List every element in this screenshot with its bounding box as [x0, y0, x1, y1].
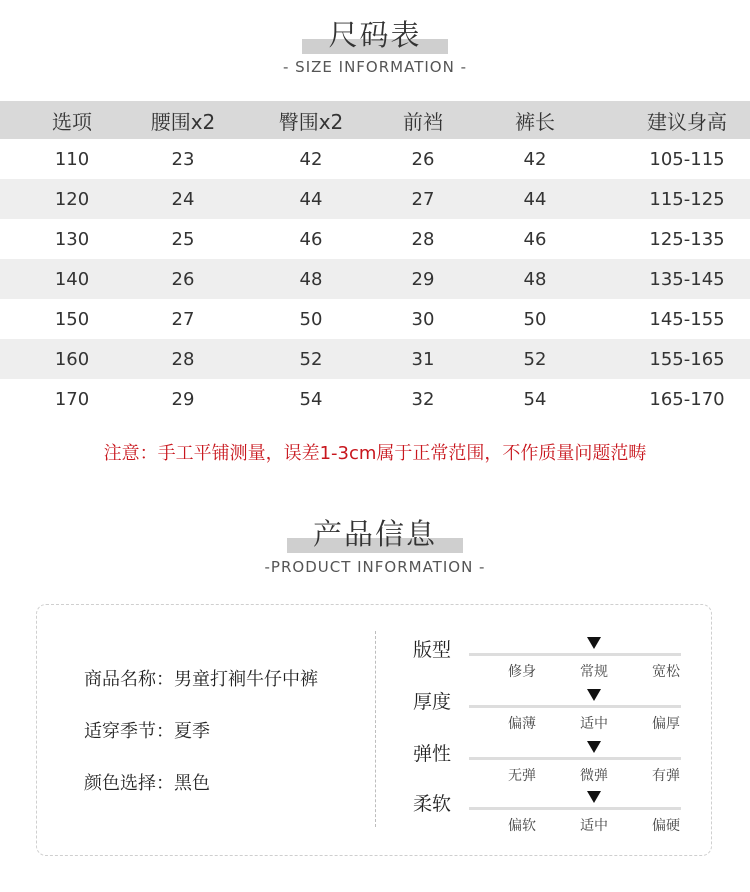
cell-length: 46 — [523, 228, 547, 250]
cell-length: 42 — [523, 148, 547, 170]
attribute-label: 厚度 — [413, 691, 452, 713]
cell-height: 155-165 — [624, 339, 750, 379]
product-info-box — [36, 604, 712, 856]
table-row — [0, 379, 750, 419]
selected-marker-icon — [587, 791, 601, 803]
table-row — [0, 339, 750, 379]
attribute-option: 微弹 — [580, 768, 608, 784]
cell-height: 115-125 — [624, 179, 750, 219]
header-front-rise: 前裆 — [400, 101, 446, 139]
cell-front-rise: 32 — [411, 388, 435, 410]
attribute-option: 有弹 — [652, 768, 680, 784]
cell-height: 165-170 — [649, 388, 725, 410]
attribute-option: 偏硬 — [652, 818, 680, 834]
cell-waist: 25 — [171, 228, 195, 250]
cell-front-rise: 30 — [411, 308, 435, 330]
cell-waist: 26 — [144, 259, 222, 299]
cell-length: 52 — [446, 339, 624, 379]
size-subtitle: - SIZE INFORMATION - — [283, 58, 467, 76]
cell-length: 50 — [523, 308, 547, 330]
cell-option: 170 — [54, 388, 90, 410]
size-title: 尺码表 — [328, 18, 422, 52]
table-row — [0, 179, 750, 219]
attribute-row — [413, 635, 683, 685]
product-title: 产品信息 — [312, 517, 437, 551]
header-option: 选项 — [0, 101, 144, 139]
attribute-scale-line — [469, 757, 681, 760]
cell-height: 105-115 — [649, 148, 725, 170]
info-season: 适穿季节：夏季 — [84, 721, 210, 742]
attribute-row — [413, 687, 683, 737]
attribute-label: 版型 — [413, 639, 452, 661]
size-title-block — [0, 13, 750, 54]
cell-length: 54 — [523, 388, 547, 410]
size-table-header-row — [0, 101, 750, 139]
cell-hip: 42 — [299, 148, 323, 170]
cell-height: 125-135 — [649, 228, 725, 250]
attribute-label: 弹性 — [413, 743, 452, 765]
attribute-label: 柔软 — [413, 793, 452, 815]
selected-marker-icon — [587, 689, 601, 701]
cell-hip: 52 — [222, 339, 400, 379]
cell-waist: 23 — [171, 148, 195, 170]
cell-front-rise: 28 — [411, 228, 435, 250]
attribute-scale-line — [469, 807, 681, 810]
cell-length: 48 — [446, 259, 624, 299]
cell-hip: 54 — [299, 388, 323, 410]
cell-front-rise: 27 — [400, 179, 446, 219]
attribute-row — [413, 739, 683, 789]
cell-option: 150 — [54, 308, 90, 330]
cell-hip: 44 — [222, 179, 400, 219]
cell-option: 130 — [54, 228, 90, 250]
header-length: 裤长 — [446, 101, 624, 139]
table-row — [0, 259, 750, 299]
cell-waist: 29 — [171, 388, 195, 410]
attribute-option: 无弹 — [508, 768, 536, 784]
cell-hip: 46 — [299, 228, 323, 250]
attribute-option: 常规 — [580, 664, 608, 680]
header-waist: 腰围x2 — [144, 101, 222, 139]
product-info-list — [84, 665, 318, 821]
cell-height: 135-145 — [624, 259, 750, 299]
attribute-option: 偏厚 — [652, 716, 680, 732]
cell-height: 145-155 — [649, 308, 725, 330]
attribute-scale-line — [469, 653, 681, 656]
attribute-scale-line — [469, 705, 681, 708]
cell-option: 160 — [0, 339, 144, 379]
attribute-option: 适中 — [580, 716, 608, 732]
info-color: 颜色选择：黑色 — [84, 773, 210, 794]
table-row — [0, 219, 750, 259]
table-row — [0, 299, 750, 339]
header-hip: 臀围x2 — [222, 101, 400, 139]
selected-marker-icon — [587, 637, 601, 649]
cell-length: 44 — [446, 179, 624, 219]
selected-marker-icon — [587, 741, 601, 753]
size-table — [0, 101, 750, 419]
vertical-divider — [375, 631, 376, 827]
attribute-option: 宽松 — [652, 664, 680, 680]
attribute-row — [413, 789, 683, 839]
cell-front-rise: 29 — [400, 259, 446, 299]
cell-waist: 24 — [144, 179, 222, 219]
attribute-option: 修身 — [508, 664, 536, 680]
cell-front-rise: 26 — [411, 148, 435, 170]
cell-option: 120 — [0, 179, 144, 219]
cell-waist: 28 — [144, 339, 222, 379]
attribute-option: 偏薄 — [508, 716, 536, 732]
header-height: 建议身高 — [624, 101, 750, 139]
product-subtitle: -PRODUCT INFORMATION - — [264, 558, 486, 576]
attribute-option: 偏软 — [508, 818, 536, 834]
cell-waist: 27 — [171, 308, 195, 330]
info-product-name: 商品名称：男童打裥牛仔中裤 — [84, 669, 318, 690]
cell-front-rise: 31 — [400, 339, 446, 379]
product-title-block — [0, 512, 750, 553]
measurement-note: 注意：手工平铺测量，误差1-3cm属于正常范围，不作质量问题范畴 — [103, 443, 647, 464]
cell-option: 140 — [0, 259, 144, 299]
cell-hip: 48 — [222, 259, 400, 299]
table-row — [0, 139, 750, 179]
cell-hip: 50 — [299, 308, 323, 330]
attribute-option: 适中 — [580, 818, 608, 834]
cell-option: 110 — [54, 148, 90, 170]
